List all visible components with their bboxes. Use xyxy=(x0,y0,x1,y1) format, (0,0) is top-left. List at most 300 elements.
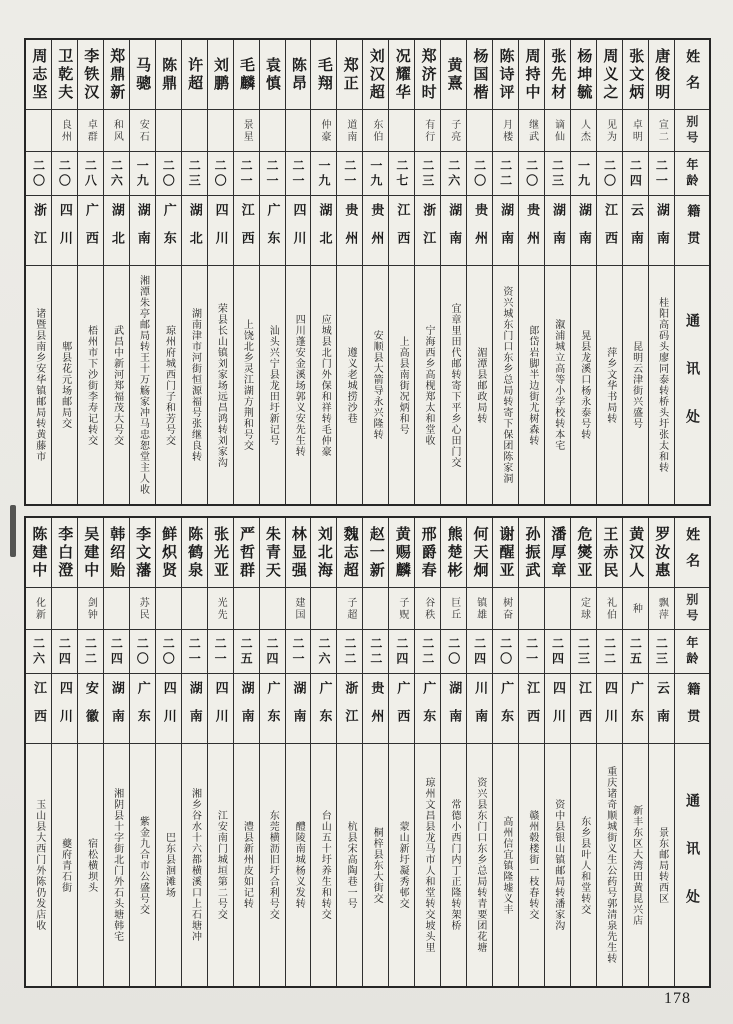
person-province-cell xyxy=(545,674,570,744)
person-name-text: 吴建中 xyxy=(82,525,101,580)
person-province-text: 湖南 xyxy=(550,202,566,259)
person-province-cell xyxy=(597,674,622,744)
person-address-text: 昆明云津街兴盛号 xyxy=(630,341,642,429)
person-province-cell xyxy=(571,674,596,744)
person-age-text: 二二 xyxy=(368,636,383,667)
person-age-cell xyxy=(286,630,311,674)
person-address-text: 常德小西门内丁正隆转架桥 xyxy=(448,799,460,931)
column-header-address xyxy=(675,266,709,504)
person-name-text: 毛翔 xyxy=(315,56,334,93)
person-alias-cell xyxy=(493,110,518,152)
person-province-cell xyxy=(286,674,311,744)
person-name-text: 杨坤毓 xyxy=(575,47,594,102)
person-alias-cell xyxy=(493,588,518,630)
person-age-text: 二〇 xyxy=(524,158,539,189)
person-age-text: 二三 xyxy=(187,158,202,189)
person-name-cell xyxy=(623,40,648,110)
person-province-cell xyxy=(493,196,518,266)
person-age-cell xyxy=(337,152,362,196)
person-name-cell xyxy=(78,40,103,110)
person-alias-cell xyxy=(467,110,492,152)
person-alias-text: 和风 xyxy=(111,118,123,143)
person-province-cell xyxy=(130,196,155,266)
person-province-text: 贵州 xyxy=(368,202,384,259)
person-address-text: 宿松横坝头 xyxy=(85,837,97,893)
person-name-cell xyxy=(415,40,440,110)
person-address-text: 湘潭朱亭邮局转王十万觞家冲马忠恕堂主人收 xyxy=(137,275,149,495)
person-name-text: 黄赐麟 xyxy=(393,525,412,580)
person-province-text: 江西 xyxy=(524,680,540,737)
person-age-cell xyxy=(311,630,336,674)
person-age-cell xyxy=(234,630,259,674)
column-header-age-text: 年龄 xyxy=(684,157,699,190)
person-alias-text: 人杰 xyxy=(578,118,590,143)
person-age-text: 二〇 xyxy=(161,158,176,189)
person-age-cell xyxy=(260,152,285,196)
column-header-alias xyxy=(675,110,709,152)
person-alias-text: 飘萍 xyxy=(656,596,668,621)
person-province-cell xyxy=(156,674,181,744)
person-province-cell xyxy=(156,196,181,266)
person-age-text: 二六 xyxy=(446,158,461,189)
person-name-text: 邢爵春 xyxy=(419,525,438,580)
person-province-text: 川南 xyxy=(472,680,488,737)
person-alias-cell xyxy=(234,588,259,630)
person-province-cell xyxy=(337,196,362,266)
person-alias-cell xyxy=(78,588,103,630)
column-header-age xyxy=(675,630,709,674)
person-province-text: 江西 xyxy=(601,202,617,259)
person-name-text: 卫乾夫 xyxy=(56,47,75,102)
person-province-text: 广东 xyxy=(264,202,280,259)
person-name-cell xyxy=(234,40,259,110)
person-name-cell xyxy=(467,518,492,588)
person-name-text: 李铁汉 xyxy=(82,47,101,102)
person-alias-cell xyxy=(104,588,129,630)
person-age-text: 二三 xyxy=(576,636,591,667)
person-age-cell xyxy=(208,152,233,196)
person-alias-text: 子超 xyxy=(344,596,356,621)
person-age-text: 二四 xyxy=(394,636,409,667)
person-age-text: 二六 xyxy=(31,636,46,667)
person-alias-cell xyxy=(311,588,336,630)
person-name-text: 陈建中 xyxy=(30,525,49,580)
person-alias-text: 树奋 xyxy=(500,596,512,621)
person-name-text: 朱青天 xyxy=(263,525,282,580)
person-address-cell xyxy=(545,266,570,504)
person-column xyxy=(233,40,259,504)
person-name-cell xyxy=(156,40,181,110)
person-alias-cell xyxy=(156,588,181,630)
person-alias-cell xyxy=(441,588,466,630)
person-alias-cell xyxy=(415,588,440,630)
person-address-text: 汕头兴宁县龙田圩新记号 xyxy=(267,324,279,446)
person-alias-text: 继武 xyxy=(526,118,538,143)
person-address-text: 郫县花元场邮局交 xyxy=(59,341,71,429)
person-province-cell xyxy=(337,674,362,744)
person-alias-text: 剑钟 xyxy=(85,596,97,621)
person-alias-cell xyxy=(363,110,388,152)
person-name-text: 周持中 xyxy=(523,47,542,102)
person-age-text: 二二 xyxy=(83,636,98,667)
person-column xyxy=(466,518,492,986)
person-alias-cell xyxy=(311,110,336,152)
person-name-cell xyxy=(441,518,466,588)
person-name-cell xyxy=(78,518,103,588)
person-province-text: 湖南 xyxy=(290,680,306,737)
column-header-province xyxy=(675,674,709,744)
person-column xyxy=(26,518,51,986)
person-address-cell xyxy=(415,266,440,504)
person-column xyxy=(310,518,336,986)
person-column xyxy=(51,40,77,504)
person-address-text: 赣州毂楼街一枝春转交 xyxy=(526,810,538,920)
person-address-cell xyxy=(363,744,388,986)
person-province-cell xyxy=(311,196,336,266)
person-alias-text: 良州 xyxy=(59,118,71,143)
person-alias-text: 定球 xyxy=(578,596,590,621)
person-name-text: 李白澄 xyxy=(56,525,75,580)
person-name-text: 马骢 xyxy=(134,56,153,93)
person-age-cell xyxy=(52,152,77,196)
column-header-address-text: 通讯处 xyxy=(683,793,700,937)
person-alias-cell xyxy=(649,588,674,630)
person-province-cell xyxy=(441,196,466,266)
person-column xyxy=(336,40,362,504)
person-address-cell xyxy=(597,744,622,986)
person-address-text: 四川蓬安金溪场郭义安先生转 xyxy=(293,313,305,457)
person-alias-text: 见为 xyxy=(604,118,616,143)
person-age-text: 二四 xyxy=(550,636,565,667)
header-column xyxy=(674,518,709,986)
person-province-cell xyxy=(52,674,77,744)
person-alias-text: 子亮 xyxy=(448,118,460,143)
person-column xyxy=(129,518,155,986)
person-name-text: 况耀华 xyxy=(393,47,412,102)
column-header-age xyxy=(675,152,709,196)
person-province-cell xyxy=(208,674,233,744)
person-age-cell xyxy=(26,630,51,674)
person-name-cell xyxy=(545,518,570,588)
person-address-cell xyxy=(493,266,518,504)
person-province-text: 四川 xyxy=(212,202,228,259)
person-alias-text: 镇雄 xyxy=(474,596,486,621)
person-name-text: 刘鹏 xyxy=(212,56,231,93)
person-age-cell xyxy=(467,630,492,674)
person-address-cell xyxy=(649,744,674,986)
person-name-text: 赵一新 xyxy=(367,525,386,580)
column-header-name xyxy=(675,518,709,588)
person-address-cell xyxy=(545,744,570,986)
person-name-cell xyxy=(104,40,129,110)
person-province-cell xyxy=(493,674,518,744)
person-alias-cell xyxy=(234,110,259,152)
person-age-text: 二四 xyxy=(265,636,280,667)
person-province-text: 湖北 xyxy=(186,202,202,259)
person-address-cell xyxy=(208,744,233,986)
person-alias-text: 卓明 xyxy=(630,118,642,143)
person-age-text: 二五 xyxy=(239,636,254,667)
person-address-text: 新丰东区大湾田黄昆兴店 xyxy=(630,804,642,926)
column-header-province-text: 籍贯 xyxy=(684,203,700,258)
person-age-text: 二三 xyxy=(654,636,669,667)
person-name-text: 陈诗评 xyxy=(497,47,516,102)
person-name-text: 张光亚 xyxy=(212,525,231,580)
person-address-text: 景东邮局转西区 xyxy=(656,826,668,904)
person-alias-cell xyxy=(441,110,466,152)
person-column xyxy=(51,518,77,986)
person-name-text: 罗汝惠 xyxy=(653,525,672,580)
person-column xyxy=(544,518,570,986)
person-name-text: 郑鼎新 xyxy=(108,47,127,102)
person-name-cell xyxy=(52,518,77,588)
person-address-cell xyxy=(467,266,492,504)
person-column xyxy=(518,518,544,986)
person-province-cell xyxy=(104,674,129,744)
header-column xyxy=(674,40,709,504)
person-name-text: 刘汉超 xyxy=(367,47,386,102)
person-province-text: 广东 xyxy=(160,202,176,259)
person-age-cell xyxy=(52,630,77,674)
person-address-cell xyxy=(208,266,233,504)
person-address-text: 萍乡文华书局转 xyxy=(604,346,616,424)
column-header-alias-text: 别号 xyxy=(684,592,699,625)
person-province-cell xyxy=(571,196,596,266)
person-column xyxy=(77,40,103,504)
person-address-text: 琼州府城西门子和芳号交 xyxy=(163,324,175,446)
person-province-text: 云南 xyxy=(627,202,643,259)
person-province-text: 广东 xyxy=(316,680,332,737)
person-alias-text: 卓群 xyxy=(85,118,97,143)
person-name-text: 刘北海 xyxy=(315,525,334,580)
person-province-cell xyxy=(26,196,51,266)
person-alias-cell xyxy=(363,588,388,630)
person-name-cell xyxy=(389,40,414,110)
person-address-text: 桂阳高码头廖同泰转桥头圩张太和转 xyxy=(656,297,668,473)
person-age-cell xyxy=(519,152,544,196)
person-address-text: 醴陵南城杨义发转 xyxy=(293,821,305,909)
person-age-text: 二〇 xyxy=(161,636,176,667)
person-column xyxy=(336,518,362,986)
person-province-text: 贵州 xyxy=(472,202,488,259)
person-column xyxy=(103,40,129,504)
person-address-text: 玉山县大西门外陈仍发店收 xyxy=(33,799,45,931)
person-age-text: 二七 xyxy=(394,158,409,189)
person-age-cell xyxy=(649,152,674,196)
person-name-cell xyxy=(519,518,544,588)
person-column xyxy=(596,518,622,986)
person-province-cell xyxy=(104,196,129,266)
person-province-cell xyxy=(260,196,285,266)
person-address-text: 晃县龙溪口杨永泰号转 xyxy=(578,330,590,440)
person-address-cell xyxy=(260,744,285,986)
person-province-cell xyxy=(78,674,103,744)
person-address-text: 武昌中新河郑福茂大号交 xyxy=(111,324,123,446)
person-address-cell xyxy=(519,266,544,504)
person-address-text: 湖南津市河街恒源福号张继良转 xyxy=(189,308,201,462)
person-alias-cell xyxy=(260,110,285,152)
person-column xyxy=(492,40,518,504)
person-name-cell xyxy=(311,40,336,110)
person-alias-cell xyxy=(130,588,155,630)
column-header-name-text: 姓名 xyxy=(684,526,701,579)
person-age-text: 二一 xyxy=(239,158,254,189)
person-column xyxy=(310,40,336,504)
person-address-cell xyxy=(130,744,155,986)
person-age-cell xyxy=(389,152,414,196)
person-name-cell xyxy=(311,518,336,588)
person-alias-cell xyxy=(156,110,181,152)
person-alias-text: 礼伯 xyxy=(604,596,616,621)
person-alias-cell xyxy=(519,588,544,630)
person-age-cell xyxy=(415,630,440,674)
person-address-cell xyxy=(234,266,259,504)
person-name-cell xyxy=(571,40,596,110)
person-province-cell xyxy=(130,674,155,744)
person-name-cell xyxy=(130,40,155,110)
person-province-text: 湖北 xyxy=(316,202,332,259)
person-name-text: 魏志超 xyxy=(341,525,360,580)
person-address-text: 蒙山新圩凝秀邨交 xyxy=(397,821,409,909)
person-name-text: 毛麟 xyxy=(237,56,256,93)
person-province-cell xyxy=(623,674,648,744)
person-address-cell xyxy=(156,266,181,504)
person-address-text: 郎岱岩脚半边街尤树森转 xyxy=(526,324,538,446)
person-age-cell xyxy=(286,152,311,196)
person-alias-text: 仲豪 xyxy=(318,118,330,143)
person-province-cell xyxy=(363,674,388,744)
person-column xyxy=(362,518,388,986)
person-name-cell xyxy=(545,40,570,110)
person-address-cell xyxy=(363,266,388,504)
person-province-cell xyxy=(182,196,207,266)
person-column xyxy=(207,40,233,504)
person-province-text: 浙江 xyxy=(30,202,46,259)
person-name-cell xyxy=(363,40,388,110)
person-age-text: 二四 xyxy=(472,636,487,667)
person-column xyxy=(622,518,648,986)
person-province-cell xyxy=(234,196,259,266)
person-province-text: 贵州 xyxy=(342,202,358,259)
person-address-cell xyxy=(26,266,51,504)
person-column xyxy=(440,518,466,986)
person-age-text: 二一 xyxy=(213,636,228,667)
person-age-text: 二三 xyxy=(550,158,565,189)
person-alias-text: 谷秩 xyxy=(422,596,434,621)
person-alias-text: 宣二 xyxy=(656,118,668,143)
person-address-text: 资中县银山镇邮局转潘家沟 xyxy=(552,799,564,931)
person-name-cell xyxy=(26,518,51,588)
person-age-text: 二〇 xyxy=(602,158,617,189)
directory-table-bottom xyxy=(24,516,711,988)
person-column xyxy=(285,518,311,986)
person-alias-cell xyxy=(182,588,207,630)
person-age-cell xyxy=(571,630,596,674)
person-address-text: 资兴县东门口东乡总局转青要团花塘 xyxy=(474,777,486,953)
person-name-text: 林显强 xyxy=(289,525,308,580)
person-age-text: 二〇 xyxy=(498,636,513,667)
person-name-cell xyxy=(52,40,77,110)
person-address-text: 台山五十圩养生和转交 xyxy=(319,810,331,920)
person-address-text: 宜章里田代邮转寄下平乡心田门交 xyxy=(448,302,460,468)
person-address-cell xyxy=(519,744,544,986)
person-alias-cell xyxy=(623,588,648,630)
person-province-cell xyxy=(597,196,622,266)
person-name-text: 熊楚彬 xyxy=(445,525,464,580)
person-province-text: 四川 xyxy=(212,680,228,737)
person-address-text: 巴东县洄滩场 xyxy=(163,832,175,898)
person-age-cell xyxy=(623,152,648,196)
person-column xyxy=(77,518,103,986)
person-province-cell xyxy=(649,674,674,744)
person-age-text: 二一 xyxy=(265,158,280,189)
person-age-cell xyxy=(597,630,622,674)
person-alias-text: 月楼 xyxy=(500,118,512,143)
person-age-text: 一九 xyxy=(576,158,591,189)
person-alias-cell xyxy=(208,110,233,152)
person-name-cell xyxy=(260,40,285,110)
person-name-cell xyxy=(260,518,285,588)
person-age-text: 二〇 xyxy=(57,158,72,189)
person-address-cell xyxy=(130,266,155,504)
column-header-alias-text: 别号 xyxy=(684,114,699,147)
person-province-cell xyxy=(182,674,207,744)
person-age-text: 二五 xyxy=(628,636,643,667)
person-province-cell xyxy=(389,674,414,744)
person-province-text: 湖南 xyxy=(186,680,202,737)
person-address-cell xyxy=(389,266,414,504)
person-address-cell xyxy=(597,266,622,504)
person-age-text: 二一 xyxy=(342,158,357,189)
person-alias-text: 安石 xyxy=(137,118,149,143)
person-age-cell xyxy=(156,630,181,674)
person-address-text: 梧州市下沙街李寿记转交 xyxy=(85,324,97,446)
person-province-text: 广东 xyxy=(264,680,280,737)
person-name-text: 陈鼎 xyxy=(160,56,179,93)
person-address-cell xyxy=(571,266,596,504)
person-province-text: 四川 xyxy=(56,202,72,259)
person-name-text: 鲜炽贤 xyxy=(160,525,179,580)
person-address-cell xyxy=(78,744,103,986)
person-address-text: 江安南门城垣第二号交 xyxy=(215,810,227,920)
person-age-cell xyxy=(78,630,103,674)
person-alias-text: 景星 xyxy=(241,118,253,143)
person-age-cell xyxy=(519,630,544,674)
person-address-cell xyxy=(104,744,129,986)
person-name-text: 陈鹤泉 xyxy=(186,525,205,580)
person-alias-cell xyxy=(208,588,233,630)
person-alias-cell xyxy=(130,110,155,152)
person-alias-cell xyxy=(545,110,570,152)
column-header-alias xyxy=(675,588,709,630)
person-address-text: 桐梓县东大街交 xyxy=(371,826,383,904)
person-province-cell xyxy=(363,196,388,266)
person-address-cell xyxy=(623,744,648,986)
person-name-text: 唐俊明 xyxy=(653,47,672,102)
person-name-cell xyxy=(208,518,233,588)
person-name-cell xyxy=(208,40,233,110)
person-age-text: 二二 xyxy=(498,158,513,189)
person-province-cell xyxy=(78,196,103,266)
person-age-text: 二〇 xyxy=(135,636,150,667)
person-address-text: 安顺县大箭导永兴隆转 xyxy=(371,330,383,440)
person-name-cell xyxy=(597,518,622,588)
scan-artifact-mark xyxy=(10,505,16,557)
person-province-cell xyxy=(467,674,492,744)
person-column xyxy=(648,518,674,986)
person-name-cell xyxy=(363,518,388,588)
person-name-text: 黄汉人 xyxy=(627,525,646,580)
